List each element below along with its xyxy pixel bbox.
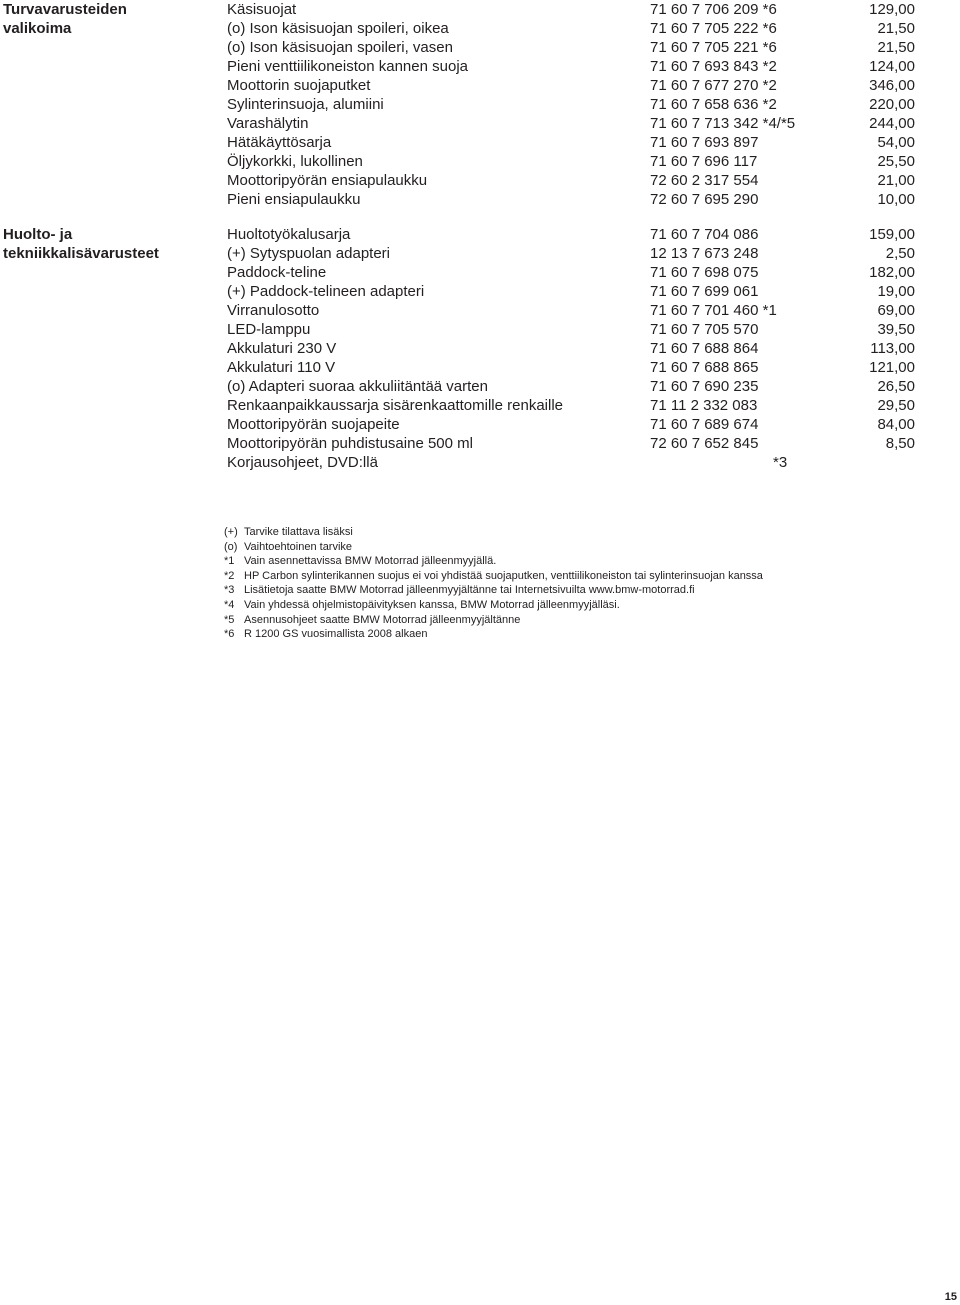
item-price: 10,00: [877, 191, 915, 208]
part-number: 72 60 2 317 554: [650, 172, 759, 189]
footnote: [224, 554, 924, 569]
part-number: 71 60 7 677 270 *2: [650, 77, 777, 94]
item-price: 220,00: [869, 96, 915, 113]
table-row: [0, 301, 960, 320]
table-row: [0, 415, 960, 434]
footnote: [224, 598, 924, 613]
item-price: 84,00: [877, 416, 915, 433]
table-row: [0, 396, 960, 415]
part-number: 71 60 7 701 460 *1: [650, 302, 777, 319]
footnote: [224, 569, 924, 584]
item-name: Korjausohjeet, DVD:llä: [227, 454, 378, 471]
table-row: [0, 263, 960, 282]
item-name: Moottoripyörän suojapeite: [227, 416, 400, 433]
item-price: 124,00: [869, 58, 915, 75]
item-name: Paddock-teline: [227, 264, 327, 281]
footnote-mark: (+): [224, 526, 238, 538]
item-name: Huoltotyökalusarja: [227, 226, 351, 243]
item-price: 39,50: [877, 321, 915, 338]
part-number: 71 60 7 693 843 *2: [650, 58, 777, 75]
footnote-mark: *1: [224, 555, 235, 568]
table-row: [0, 225, 960, 244]
table-row: [0, 190, 960, 209]
item-name: Moottoripyörän ensiapulaukku: [227, 172, 428, 189]
footnote-text: Vain asennettavissa BMW Motorrad jälleenmyyjällä.: [244, 555, 497, 568]
footnote-text: HP Carbon sylinterikannen suojus ei voi yhdistää suojaputken, venttiilikoneiston tai sylinterinsuojan kanssa: [244, 569, 763, 582]
item-price: 54,00: [877, 134, 915, 151]
footnote-mark: *4: [224, 598, 235, 611]
part-number: 71 60 7 706 209 *6: [650, 1, 777, 18]
table-row: [0, 152, 960, 171]
item-price: 29,50: [877, 397, 915, 414]
part-number: 72 60 7 695 290: [650, 191, 759, 208]
section-title-line: Turvavarusteiden: [3, 1, 127, 18]
part-number: 71 60 7 690 235: [650, 378, 759, 395]
part-number: 71 60 7 693 897: [650, 134, 759, 151]
item-name: Öljykorkki, lukollinen: [227, 153, 363, 170]
item-price: 21,50: [877, 39, 915, 56]
part-number: 72 60 7 652 845: [650, 435, 759, 452]
item-price: 69,00: [877, 302, 915, 319]
item-name: (+) Sytyspuolan adapteri: [227, 245, 391, 262]
table-row: [0, 339, 960, 358]
part-number: 71 60 7 698 075: [650, 264, 759, 281]
part-number: 71 60 7 696 117: [650, 153, 758, 170]
item-name: (+) Paddock-telineen adapteri: [227, 283, 425, 300]
page-number: 15: [944, 1291, 957, 1303]
item-price: 244,00: [869, 115, 915, 132]
item-name: Moottorin suojaputket: [227, 77, 371, 94]
table-row: [0, 171, 960, 190]
table-row: [0, 133, 960, 152]
table-row: [0, 19, 960, 38]
footnote-text: Tarvike tilattava lisäksi: [244, 526, 353, 538]
footnote-text: Vain yhdessä ohjelmistopäivityksen kanssa, BMW Motorrad jälleenmyyjälläsi.: [244, 598, 620, 611]
part-number: 71 60 7 699 061: [650, 283, 759, 300]
item-price: 121,00: [869, 359, 915, 376]
item-name: Käsisuojat: [227, 1, 297, 18]
part-number: 71 60 7 688 865: [650, 359, 759, 376]
item-price: 182,00: [869, 264, 915, 281]
footnote: [224, 540, 924, 555]
footnote-mark: *6: [224, 628, 235, 641]
item-price: 8,50: [885, 435, 915, 452]
table-row: [0, 57, 960, 76]
part-number: 71 60 7 704 086: [650, 226, 759, 243]
part-number: 71 60 7 705 222 *6: [650, 20, 777, 37]
part-number: 71 60 7 705 570: [650, 321, 759, 338]
item-name: Varashälytin: [227, 115, 309, 132]
footnote-text: Lisätietoja saatte BMW Motorrad jälleenmyyjältänne tai Internetsivuilta www.bmw-motorrad.fi: [244, 584, 695, 597]
footnote-mark: (o): [224, 540, 238, 553]
item-name: (o) Adapteri suoraa akkuliitäntää varten: [227, 378, 488, 395]
item-price: 25,50: [877, 153, 915, 170]
footnote: [224, 583, 924, 598]
item-price: 26,50: [877, 378, 915, 395]
item-name: Akkulaturi 110 V: [227, 359, 336, 376]
part-number: 71 60 7 688 864: [650, 340, 759, 357]
table-row: [0, 0, 960, 19]
item-price: 159,00: [869, 226, 915, 243]
part-number: 71 60 7 705 221 *6: [650, 39, 777, 56]
footnote-ref: *3: [773, 454, 788, 471]
item-name: Renkaanpaikkaussarja sisärenkaattomille renkaille: [227, 397, 564, 414]
item-price: 21,00: [877, 172, 915, 189]
item-price: 129,00: [869, 1, 915, 18]
table-row: [0, 95, 960, 114]
item-price: 19,00: [877, 283, 915, 300]
footnote-mark: *5: [224, 613, 235, 626]
part-number: 71 60 7 658 636 *2: [650, 96, 777, 113]
part-number: 71 60 7 689 674: [650, 416, 759, 433]
item-name: Hätäkäyttösarja: [227, 134, 332, 151]
item-name: Sylinterinsuoja, alumiini: [227, 96, 384, 113]
item-name: LED-lamppu: [227, 321, 311, 338]
table-row: [0, 76, 960, 95]
item-price: 346,00: [869, 77, 915, 94]
item-name: (o) Ison käsisuojan spoileri, oikea: [227, 20, 449, 37]
item-price: 21,50: [877, 20, 915, 37]
table-row: [0, 434, 960, 453]
item-name: Virranulosotto: [227, 302, 320, 319]
item-name: Pieni venttiilikoneiston kannen suoja: [227, 58, 468, 75]
footnote-text: Asennusohjeet saatte BMW Motorrad jälleenmyyjältänne: [244, 613, 521, 626]
footnote-text: Vaihtoehtoinen tarvike: [244, 540, 353, 553]
footnote: [224, 525, 924, 540]
table-row: [0, 114, 960, 133]
table-row: [0, 320, 960, 339]
part-number: 71 60 7 713 342 *4/*5: [650, 115, 796, 132]
item-name: Akkulaturi 230 V: [227, 340, 337, 357]
footnote-text: R 1200 GS vuosimallista 2008 alkaen: [244, 628, 428, 641]
item-name: Moottoripyörän puhdistusaine 500 ml: [227, 435, 473, 452]
section-title-line: valikoima: [3, 20, 72, 37]
item-name: (o) Ison käsisuojan spoileri, vasen: [227, 39, 453, 56]
table-row: [0, 282, 960, 301]
item-price: 113,00: [870, 340, 915, 357]
table-row: [0, 377, 960, 396]
part-number: 71 11 2 332 083: [650, 397, 758, 414]
table-row: [0, 38, 960, 57]
table-row: [0, 244, 960, 263]
footnote-mark: *3: [224, 584, 235, 597]
section-title-line: Huolto- ja: [3, 226, 73, 243]
footnote: [224, 627, 924, 642]
item-name: Pieni ensiapulaukku: [227, 191, 361, 208]
table-row: [0, 453, 960, 472]
table-row: [0, 358, 960, 377]
footnotes: [224, 525, 924, 642]
part-number: 12 13 7 673 248: [650, 245, 759, 262]
footnote: [224, 613, 924, 628]
section-title-line: tekniikkalisävarusteet: [3, 245, 159, 262]
footnote-mark: *2: [224, 569, 235, 582]
item-price: 2,50: [885, 245, 915, 262]
